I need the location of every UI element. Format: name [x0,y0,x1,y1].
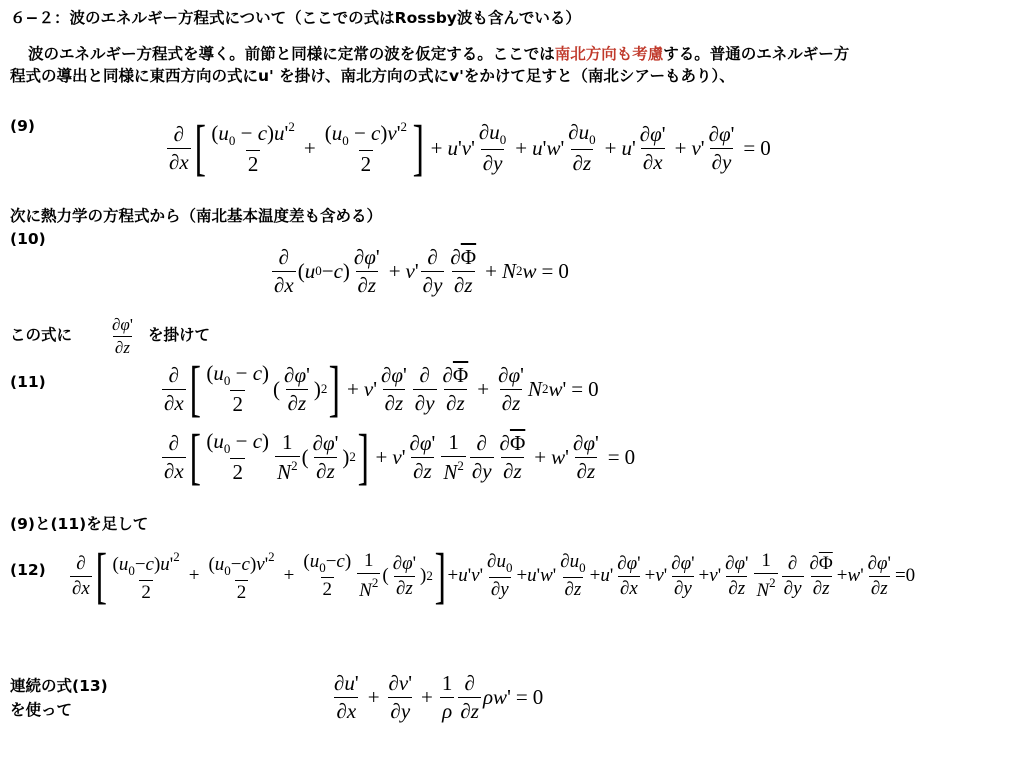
intro-line-2: 程式の導出と同様に東西方向の式にu' を掛け、南北方向の式にv'をかけて足すと（南北シアーもあり）、 [10,67,735,85]
intro-line-1 [28,44,849,65]
equation-11a: ∂ ∂x [ $(u_0 - c)$ 2 ( ∂φ' ∂z ) 2 ] + v ' ∂φ' ∂z ∂ ∂y $\partial\overline{\Phi}$ ∂z + $\frac{\partial\varphi'}{\partial z}$ N 2 w ' = 0 [164,355,599,423]
eq12-label: (12) [10,561,46,579]
intro-highlight: 南北方向も考慮 [554,45,664,63]
multiply-pre: この式に [10,326,73,344]
page-title: ６−２：波のエネルギー方程式について（ここでの式はRossby波も含んでいる） [10,9,581,27]
equation-9: ∂ ∂x [ $(u_0 - c)u'^2$ 2 + $\frac{(u_0 - c)v'^2}{2}$ ] + u ' v ' $\partial u_0$ ∂y + u ' w ' $\partial u_0$ ∂z + u ' ∂φ' ∂x + v ' $\frac{\partial\varphi'}{\partial y}$ = 0 [169,114,771,182]
add-text: (9)と(11)を足して [10,515,149,533]
continuity-text: 連続の式(13) [10,677,108,695]
intro-line-1-post: する。普通のエネルギー方 [663,45,850,63]
eq10-label: (10) [10,230,46,248]
eq11-label: (11) [10,373,46,391]
eq9-label: (9) [10,117,35,135]
equation-13: ∂u' ∂x + $\frac{\partial v'}{\partial y}$ + $\frac{1}{\rho}$ ∂ ∂z ρw ' = 0 [334,670,544,723]
multiply-post: を掛けて [148,326,211,344]
equation-11b: ∂ ∂x [ $(u_0 - c)$ 2 1 $N^2$ ( ∂φ' ∂z ) 2 ] + v ' ∂φ' ∂z 1 $N^2$ ∂ ∂y $\partial\overline{\Phi}$ ∂z + w ' $\frac{\partial\varphi'}{\partial z}$ = 0 [164,423,636,491]
use-text: を使って [10,701,73,719]
equation-12: ∂ ∂x [ $(u_0-c)u'^2$ 2 + $\frac{(u_0-c)v'^2}{2}$ + $\frac{(u_0-c)}{2}$ 1 $N^2$ ( ∂φ' ∂z ) 2 ] + u ' v ' $\partial u_0$ ∂y + u ' w ' $\partial u_0$ ∂z + u ' ∂φ' ∂x + v ' ∂φ' ∂y + v ' ∂φ' ∂z 1 $N^2$ ∂ ∂y $\partial\overline{\Phi}$ ∂z + w ' ∂φ' ∂z =0 [72,542,916,610]
intro-line-1-pre: 波のエネルギー方程式を導く。前節と同様に定常の波を仮定する。ここでは [28,45,555,63]
multiply-fraction: ∂φ' ∂z [112,314,133,357]
equation-10: ∂ ∂x ( u 0 − c ) ∂φ' ∂z + v ' ∂ ∂y $\partial\overline{\Phi}$ ∂z + N 2 w = 0 [274,244,569,297]
thermo-text: 次に熱力学の方程式から（南北基本温度差も含める） [10,207,383,225]
